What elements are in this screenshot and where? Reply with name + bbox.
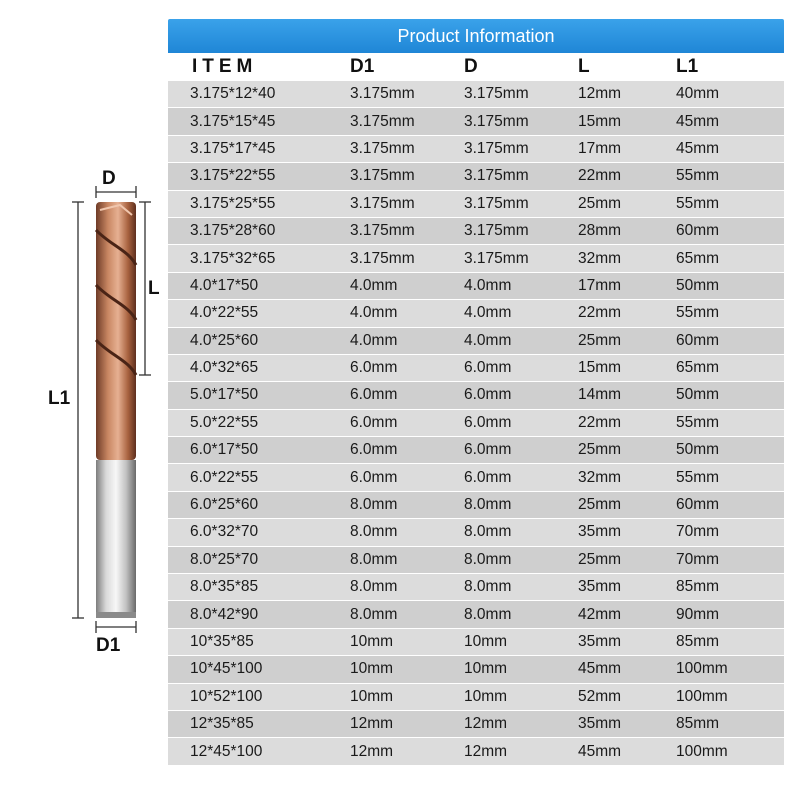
cell-d1: 3.175mm	[350, 85, 415, 103]
cell-d1: 4.0mm	[350, 276, 398, 294]
cell-item: 6.0*25*60	[190, 496, 259, 514]
label-d: D	[102, 168, 116, 189]
table-row	[168, 629, 784, 656]
cell-l: 25mm	[578, 194, 622, 212]
cell-item: 3.175*12*40	[190, 85, 276, 103]
table-row	[168, 328, 784, 355]
cell-item: 8.0*42*90	[190, 605, 259, 623]
cell-d: 8.0mm	[464, 578, 512, 596]
table-row	[168, 684, 784, 711]
cell-d: 6.0mm	[464, 468, 512, 486]
table-row	[168, 492, 784, 519]
l-dimension	[139, 202, 160, 375]
cell-l: 35mm	[578, 523, 622, 541]
cell-item: 6.0*17*50	[190, 441, 259, 459]
cell-d: 6.0mm	[464, 441, 512, 459]
cell-d: 8.0mm	[464, 605, 512, 623]
cell-l: 22mm	[578, 304, 622, 322]
cell-d1: 3.175mm	[350, 112, 415, 130]
l1-dimension	[48, 202, 84, 618]
cell-d1: 3.175mm	[350, 194, 415, 212]
header-d1: D1	[350, 56, 375, 77]
cell-l1: 65mm	[676, 359, 720, 377]
cell-l: 22mm	[578, 167, 622, 185]
cell-d1: 6.0mm	[350, 413, 398, 431]
table-row	[168, 410, 784, 437]
cell-d: 12mm	[464, 742, 508, 760]
cell-d1: 3.175mm	[350, 249, 415, 267]
cell-d: 6.0mm	[464, 413, 512, 431]
cell-d: 3.175mm	[464, 194, 529, 212]
cell-l1: 60mm	[676, 496, 720, 514]
cell-d: 3.175mm	[464, 139, 529, 157]
cell-l1: 70mm	[676, 523, 720, 541]
header-l: L	[578, 56, 590, 77]
cell-item: 4.0*17*50	[190, 276, 259, 294]
header-d: D	[464, 56, 478, 77]
cell-item: 6.0*32*70	[190, 523, 259, 541]
cell-l1: 55mm	[676, 167, 720, 185]
cell-item: 12*35*85	[190, 715, 254, 733]
cell-l: 25mm	[578, 331, 622, 349]
cell-d1: 8.0mm	[350, 550, 398, 568]
cell-l1: 60mm	[676, 331, 720, 349]
cell-item: 3.175*25*55	[190, 194, 276, 212]
cell-item: 5.0*17*50	[190, 386, 259, 404]
cell-l: 12mm	[578, 85, 622, 103]
cell-d: 10mm	[464, 687, 508, 705]
cell-item: 6.0*22*55	[190, 468, 259, 486]
cell-l1: 40mm	[676, 85, 720, 103]
table-row	[168, 136, 784, 163]
table-title: Product Information	[168, 19, 784, 53]
cell-l1: 65mm	[676, 249, 720, 267]
cell-l: 15mm	[578, 359, 622, 377]
cell-item: 4.0*22*55	[190, 304, 259, 322]
table-row	[168, 81, 784, 108]
cell-item: 8.0*25*70	[190, 550, 259, 568]
cell-l: 25mm	[578, 496, 622, 514]
table-row	[168, 273, 784, 300]
cell-d1: 4.0mm	[350, 304, 398, 322]
cell-d: 6.0mm	[464, 359, 512, 377]
cell-d: 6.0mm	[464, 386, 512, 404]
table-row	[168, 711, 784, 738]
cell-item: 3.175*17*45	[190, 139, 276, 157]
cell-d: 4.0mm	[464, 276, 512, 294]
cell-l: 35mm	[578, 578, 622, 596]
cell-d: 3.175mm	[464, 167, 529, 185]
cell-l1: 55mm	[676, 468, 720, 486]
cell-l: 45mm	[578, 742, 622, 760]
cell-l: 15mm	[578, 112, 622, 130]
table-row	[168, 108, 784, 135]
cell-l: 35mm	[578, 633, 622, 650]
cell-l: 22mm	[578, 413, 622, 431]
cell-d1: 6.0mm	[350, 468, 398, 486]
cell-l1: 50mm	[676, 386, 720, 404]
cell-l1: 85mm	[676, 633, 720, 650]
cell-l1: 100mm	[676, 660, 728, 678]
label-d1: D1	[96, 635, 121, 656]
cell-l1: 85mm	[676, 578, 720, 596]
cell-d: 8.0mm	[464, 550, 512, 568]
cell-d: 4.0mm	[464, 304, 512, 322]
cell-item: 10*52*100	[190, 687, 263, 705]
cell-item: 12*45*100	[190, 742, 263, 760]
cell-d: 10mm	[464, 660, 508, 678]
cell-d1: 6.0mm	[350, 359, 398, 377]
cell-item: 4.0*25*60	[190, 331, 259, 349]
cell-item: 8.0*35*85	[190, 578, 259, 596]
column-headers	[168, 53, 784, 81]
cell-d: 3.175mm	[464, 249, 529, 267]
cell-item: 5.0*22*55	[190, 413, 259, 431]
cell-d1: 10mm	[350, 687, 394, 705]
table-row	[168, 574, 784, 601]
cell-l1: 50mm	[676, 441, 720, 459]
cell-item: 3.175*32*65	[190, 249, 276, 267]
table-row	[168, 163, 784, 190]
cell-item: 3.175*15*45	[190, 112, 276, 130]
cell-l1: 85mm	[676, 715, 720, 733]
cell-l: 52mm	[578, 687, 622, 705]
header-l1: L1	[676, 56, 699, 77]
cell-item: 3.175*28*60	[190, 222, 276, 240]
table-row	[168, 464, 784, 491]
cell-l1: 60mm	[676, 222, 720, 240]
cell-d1: 12mm	[350, 715, 394, 733]
table-row	[168, 218, 784, 245]
cell-d1: 12mm	[350, 742, 394, 760]
cell-l1: 45mm	[676, 139, 720, 157]
table-body	[168, 81, 784, 766]
cell-l: 17mm	[578, 276, 622, 294]
end-mill-tool	[96, 202, 136, 618]
cell-d: 3.175mm	[464, 222, 529, 240]
label-l: L	[148, 278, 160, 299]
header-item: ITEM	[192, 56, 258, 77]
cell-item: 10*35*85	[190, 633, 254, 650]
cell-l: 14mm	[578, 386, 622, 404]
cell-d: 8.0mm	[464, 523, 512, 541]
table-row	[168, 601, 784, 628]
table-row	[168, 519, 784, 546]
cell-l1: 45mm	[676, 112, 720, 130]
cell-l: 25mm	[578, 550, 622, 568]
d1-dimension	[96, 621, 136, 656]
table-row	[168, 300, 784, 327]
cell-l1: 100mm	[676, 742, 728, 760]
cell-d1: 4.0mm	[350, 331, 398, 349]
cell-d: 3.175mm	[464, 112, 529, 130]
cell-d1: 3.175mm	[350, 222, 415, 240]
cell-item: 3.175*22*55	[190, 167, 276, 185]
cell-l: 28mm	[578, 222, 622, 240]
cell-d1: 10mm	[350, 633, 394, 650]
cell-l: 32mm	[578, 249, 622, 267]
cell-l: 42mm	[578, 605, 622, 623]
cell-d1: 8.0mm	[350, 605, 398, 623]
cell-d: 8.0mm	[464, 496, 512, 514]
cell-d1: 3.175mm	[350, 139, 415, 157]
cell-d1: 8.0mm	[350, 578, 398, 596]
cell-item: 10*45*100	[190, 660, 263, 678]
label-l1: L1	[48, 388, 71, 409]
table-row	[168, 382, 784, 409]
cell-l1: 55mm	[676, 413, 720, 431]
cell-l1: 55mm	[676, 304, 720, 322]
d-dimension	[96, 168, 136, 198]
cell-l: 17mm	[578, 139, 622, 157]
cell-d1: 8.0mm	[350, 523, 398, 541]
table-row	[168, 355, 784, 382]
end-mill-diagram	[0, 0, 170, 800]
cell-d1: 8.0mm	[350, 496, 398, 514]
cell-l: 45mm	[578, 660, 622, 678]
cell-d1: 10mm	[350, 660, 394, 678]
cell-d: 12mm	[464, 715, 508, 733]
cell-d1: 6.0mm	[350, 386, 398, 404]
cell-l1: 90mm	[676, 605, 720, 623]
cell-l1: 55mm	[676, 194, 720, 212]
cell-d: 10mm	[464, 633, 508, 650]
cell-d1: 3.175mm	[350, 167, 415, 185]
cell-l: 32mm	[578, 468, 622, 486]
cell-d: 3.175mm	[464, 85, 529, 103]
table-row	[168, 656, 784, 683]
table-row	[168, 738, 784, 765]
table-row	[168, 191, 784, 218]
cell-d1: 6.0mm	[350, 441, 398, 459]
table-row	[168, 437, 784, 464]
cell-l1: 70mm	[676, 550, 720, 568]
cell-l1: 50mm	[676, 276, 720, 294]
cell-l1: 100mm	[676, 687, 728, 705]
table-row	[168, 547, 784, 574]
table-row	[168, 245, 784, 272]
cell-l: 25mm	[578, 441, 622, 459]
cell-item: 4.0*32*65	[190, 359, 259, 377]
product-info-table	[168, 19, 784, 766]
cell-d: 4.0mm	[464, 331, 512, 349]
cell-l: 35mm	[578, 715, 622, 733]
